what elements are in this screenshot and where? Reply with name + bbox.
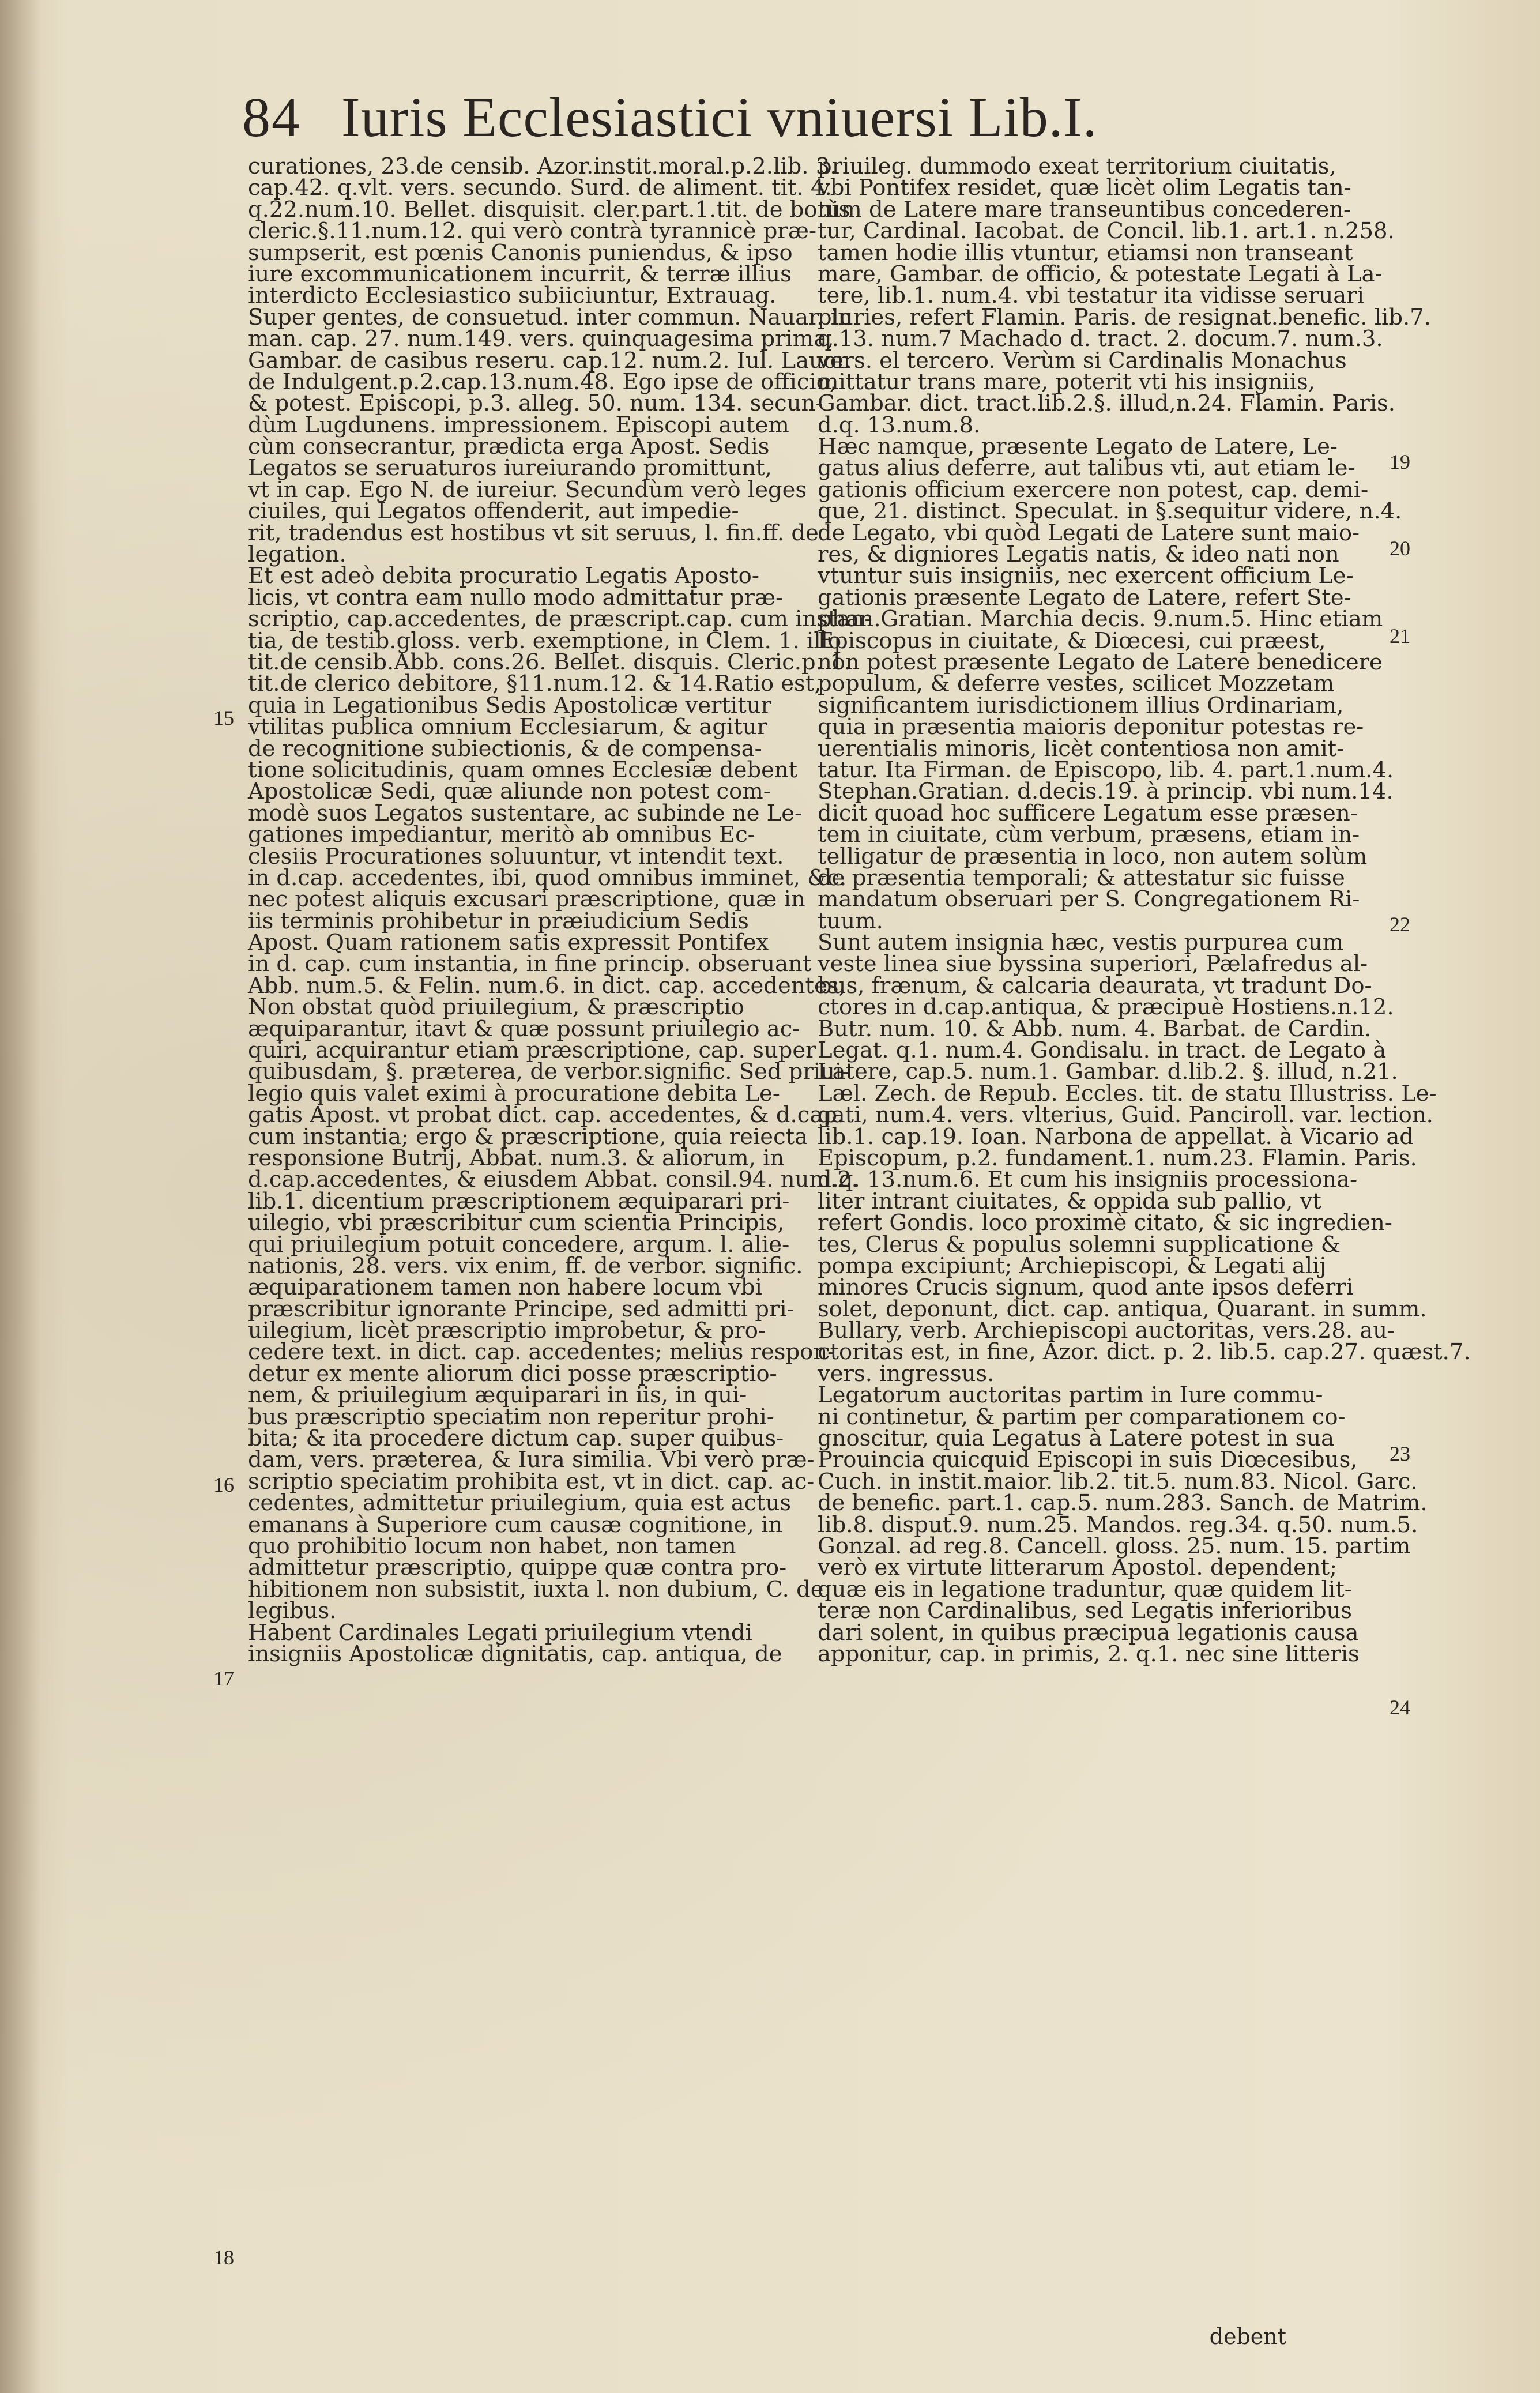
text-line: Butr. num. 10. & Abb. num. 4. Barbat. de Cardin. xyxy=(818,1015,1372,1042)
text-line: q.22.num.10. Bellet. disquisit. cler.part.1.tit. de bonis xyxy=(248,196,850,223)
text-line: Cuch. in instit.maior. lib.2. tit.5. num.83. Nicol. Garc. xyxy=(818,1468,1418,1495)
text-line: nec potest aliquis excusari præscriptione, quæ in xyxy=(248,886,805,913)
text-line: cùm consecrantur, prædicta erga Apost. Sedis xyxy=(248,434,770,460)
text-line: quæ eis in legatione traduntur, quæ quidem lit- xyxy=(818,1576,1352,1602)
text-line: vt in cap. Ego N. de iureiur. Secundùm verò leges xyxy=(248,476,807,503)
text-line: lib.8. disput.9. num.25. Mandos. reg.34. q.50. num.5. xyxy=(818,1511,1418,1538)
text-line: uerentialis minoris, licèt contentiosa non amit- xyxy=(818,735,1345,762)
text-line: populum, & deferre vestes, scilicet Mozzetam xyxy=(818,671,1335,697)
text-line: cedentes, admittetur priuilegium, quia est actus xyxy=(248,1490,792,1517)
text-line: scriptio speciatim prohibita est, vt in dict. cap. ac- xyxy=(248,1468,815,1495)
text-line: vtilitas publica omnium Ecclesiarum, & agitur xyxy=(248,714,768,740)
text-line: clesiis Procurationes soluuntur, vt intendit text. xyxy=(248,843,784,870)
text-line: tia, de testib.gloss. verb. exemptione, in Clem. 1. illo xyxy=(248,627,842,654)
page-number: 84 xyxy=(242,86,301,149)
text-line: in d. cap. cum instantia, in fine princip. obseruant xyxy=(248,951,812,977)
gutter-shadow xyxy=(0,0,40,2393)
catchword: debent xyxy=(1209,2324,1286,2349)
text-line: responsione Butrij, Abbat. num.3. & aliorum, in xyxy=(248,1145,785,1171)
text-line: nem, & priuilegium æquiparari in iis, in qui- xyxy=(248,1382,747,1409)
text-line: de præsentia temporali; & attestatur sic fuisse xyxy=(818,864,1345,891)
running-title: Iuris Ecclesiastici vniuersi Lib.I. xyxy=(341,86,1098,149)
text-line: cedere text. in dict. cap. accedentes; meliùs respon- xyxy=(248,1339,835,1365)
text-line: gationis præsente Legato de Latere, refert Ste- xyxy=(818,584,1351,611)
text-line: legation. xyxy=(248,541,347,568)
text-line: Latere, cap.5. num.1. Gambar. d.lib.2. §. illud, n.21. xyxy=(818,1059,1398,1085)
page-header xyxy=(242,75,1395,150)
marginal-number: 19 xyxy=(1390,450,1410,473)
text-line: phan.Gratian. Marchia decis. 9.num.5. Hinc etiam xyxy=(818,606,1383,633)
text-line: sumpserit, est pœnis Canonis puniendus, & ipso xyxy=(248,239,793,266)
text-line: tùm de Latere mare transeuntibus concederen- xyxy=(818,196,1351,223)
text-line: detur ex mente aliorum dici posse præscriptio- xyxy=(248,1360,777,1387)
text-line: tere, lib.1. num.4. vbi testatur ita vidisse seruari xyxy=(818,283,1364,309)
text-line: Stephan.Gratian. d.decis.19. à princip. vbi num.14. xyxy=(818,778,1394,805)
text-line: quia in præsentia maioris deponitur potestas re- xyxy=(818,714,1364,740)
text-line: gnoscitur, quia Legatus à Latere potest in sua xyxy=(818,1425,1335,1452)
text-line: tuum. xyxy=(818,908,883,934)
text-line: & potest. Episcopi, p.3. alleg. 50. num. 134. secun- xyxy=(248,390,823,417)
text-line: dari solent, in quibus præcipua legationis causa xyxy=(818,1619,1359,1646)
text-line: veste linea siue byssina superiori, Pælafredus al- xyxy=(818,951,1368,977)
text-line: gationis officium exercere non potest, cap. demi- xyxy=(818,476,1369,503)
text-line: scriptio, cap.accedentes, de præscript.cap. cum instan- xyxy=(248,606,872,633)
text-line: tione solicitudinis, quam omnes Ecclesiæ debent xyxy=(248,757,798,783)
text-line: tur, Cardinal. Iacobat. de Concil. lib.1. art.1. n.258. xyxy=(818,218,1395,244)
text-line: liter intrant ciuitates, & oppida sub pallio, vt xyxy=(818,1188,1321,1214)
text-line: iis terminis prohibetur in præiudicium Sedis xyxy=(248,908,749,934)
text-line: d.q. 13.num.8. xyxy=(818,412,981,438)
text-line: Hæc namque, præsente Legato de Latere, Le- xyxy=(818,434,1338,460)
text-line: Episcopus in ciuitate, & Diœcesi, cui præest, xyxy=(818,627,1326,654)
text-line: quo prohibitio locum non habet, non tamen xyxy=(248,1533,736,1559)
marginal-number: 15 xyxy=(213,706,234,729)
text-line: Legat. q.1. num.4. Gondisalu. in tract. de Legato à xyxy=(818,1037,1387,1064)
marginal-number: 23 xyxy=(1390,1442,1410,1465)
text-line: iure excommunicationem incurrit, & terræ illius xyxy=(248,261,792,287)
text-line: præscribitur ignorante Principe, sed admitti pri- xyxy=(248,1296,795,1322)
text-line: de Legato, vbi quòd Legati de Latere sunt maio- xyxy=(818,520,1360,546)
text-line: licis, vt contra eam nullo modo admittatur præ- xyxy=(248,584,784,611)
text-line: apponitur, cap. in primis, 2. q.1. nec sine litteris xyxy=(818,1641,1360,1667)
text-line: significantem iurisdictionem illius Ordinariam, xyxy=(818,692,1344,718)
text-line: vtuntur suis insigniis, nec exercent officium Le- xyxy=(818,563,1354,589)
text-line: ni continetur, & partim per comparationem co- xyxy=(818,1404,1346,1430)
text-line: æquiparantur, itavt & quæ possunt priuilegio ac- xyxy=(248,1015,800,1042)
text-line: gatus alius deferre, aut talibus vti, aut etiam le- xyxy=(818,455,1355,481)
text-line: cleric.§.11.num.12. qui verò contrà tyrannicè præ- xyxy=(248,218,816,244)
text-line: bus præscriptio speciatim non reperitur prohi- xyxy=(248,1404,774,1430)
text-line: nationis, 28. vers. vix enim, ff. de verbor. signific. xyxy=(248,1252,803,1279)
text-line: Gambar. dict. tract.lib.2.§. illud,n.24. Flamin. Paris. xyxy=(818,390,1396,417)
text-line: quia in Legationibus Sedis Apostolicæ vertitur xyxy=(248,692,771,718)
text-line: rit, tradendus est hostibus vt sit seruus, l. fin.ff. de xyxy=(248,520,819,546)
text-line: cap.42. q.vlt. vers. secundo. Surd. de aliment. tit. 4. xyxy=(248,175,832,201)
marginal-number: 22 xyxy=(1390,913,1410,936)
text-line: ciuiles, qui Legatos offenderit, aut impedie- xyxy=(248,498,739,525)
text-line: uilegio, vbi præscribitur cum scientia Principis, xyxy=(248,1210,785,1236)
text-line: hibitionem non subsistit, iuxta l. non dubium, C. de xyxy=(248,1576,824,1602)
text-line: quibusdam, §. præterea, de verbor.signific. Sed priui- xyxy=(248,1059,850,1085)
text-line: vers. ingressus. xyxy=(818,1360,995,1387)
text-line: Habent Cardinales Legati priuilegium vtendi xyxy=(248,1619,752,1646)
text-line: pompa excipiunt; Archiepiscopi, & Legati alij xyxy=(818,1252,1327,1279)
text-line: Bullary, verb. Archiepiscopi auctoritas, vers.28. au- xyxy=(818,1318,1395,1344)
text-line: in d.cap. accedentes, ibi, quod omnibus imminet, &c. xyxy=(248,864,847,891)
text-line: Abb. num.5. & Felin. num.6. in dict. cap. accedentes, xyxy=(248,972,846,999)
text-line: priuileg. dummodo exeat territorium ciuitatis, xyxy=(818,153,1336,179)
marginal-number: 20 xyxy=(1390,537,1410,560)
text-line: æquiparationem tamen non habere locum vbi xyxy=(248,1274,762,1301)
text-line: qui priuilegium potuit concedere, argum. l. alie- xyxy=(248,1231,790,1258)
text-line: verò ex virtute litterarum Apostol. dependent; xyxy=(818,1555,1338,1581)
marginal-number: 18 xyxy=(213,2246,234,2269)
text-line: non potest præsente Legato de Latere benedicere xyxy=(818,649,1383,675)
text-line: admittetur præscriptio, quippe quæ contra pro- xyxy=(248,1555,787,1581)
text-line: bus, frænum, & calcaria deaurata, vt tradunt Do- xyxy=(818,972,1372,999)
text-line: legio quis valet eximi à procuratione debita Le- xyxy=(248,1080,780,1107)
text-line: Gonzal. ad reg.8. Cancell. gloss. 25. num. 15. partim xyxy=(818,1533,1411,1559)
text-line: gati, num.4. vers. vlterius, Guid. Panciroll. var. lection. xyxy=(818,1102,1433,1128)
text-line: Gambar. de casibus reseru. cap.12. num.2. Iul. Lauor. xyxy=(248,347,852,374)
text-line: quiri, acquirantur etiam præscriptione, cap. super xyxy=(248,1037,816,1064)
text-line: mittatur trans mare, poterit vti his insigniis, xyxy=(818,368,1315,395)
text-line: dicit quoad hoc sufficere Legatum esse præsen- xyxy=(818,800,1358,826)
text-line: tamen hodie illis vtuntur, etiamsi non transeant xyxy=(818,239,1353,266)
text-line: telligatur de præsentia in loco, non autem solùm xyxy=(818,843,1368,870)
text-line: res, & digniores Legatis natis, & ideo nati non xyxy=(818,541,1339,568)
marginal-number: 17 xyxy=(213,1667,234,1690)
text-line: de recognitione subiectionis, & de compensa- xyxy=(248,735,762,762)
text-line: Episcopum, p.2. fundament.1. num.23. Flamin. Paris. xyxy=(818,1145,1417,1171)
text-line: tit.de clerico debitore, §11.num.12. & 14.Ratio est, xyxy=(248,671,822,697)
text-line: Prouincia quicquid Episcopi in suis Diœcesibus, xyxy=(818,1447,1358,1473)
text-line: uilegium, licèt præscriptio improbetur, & pro- xyxy=(248,1318,766,1344)
text-line: solet, deponunt, dict. cap. antiqua, Quarant. in summ. xyxy=(818,1296,1427,1322)
text-line: Non obstat quòd priuilegium, & præscriptio xyxy=(248,994,744,1021)
text-line: modè suos Legatos sustentare, ac subinde ne Le- xyxy=(248,800,803,826)
text-line: Sunt autem insignia hæc, vestis purpurea cum xyxy=(818,930,1344,956)
text-line: lib.1. dicentium præscriptionem æquiparari pri- xyxy=(248,1188,790,1214)
text-line: vers. el tercero. Verùm si Cardinalis Monachus xyxy=(818,347,1347,374)
text-line: refert Gondis. loco proximè citato, & sic ingredien- xyxy=(818,1210,1392,1236)
text-line: Legatorum auctoritas partim in Iure commu- xyxy=(818,1382,1323,1409)
text-line: interdicto Ecclesiastico subiiciuntur, Extrauag. xyxy=(248,283,777,309)
text-line: de benefic. part.1. cap.5. num.283. Sanch. de Matrim. xyxy=(818,1490,1428,1517)
marginal-number: 16 xyxy=(213,1473,234,1496)
text-line: de Indulgent.p.2.cap.13.num.48. Ego ipse de officio, xyxy=(248,368,837,395)
text-line: tem in ciuitate, cùm verbum, præsens, etiam in- xyxy=(818,822,1360,848)
text-line: tes, Clerus & populus solemni supplicatione & xyxy=(818,1231,1341,1258)
text-line: que, 21. distinct. Speculat. in §.sequitur videre, n.4. xyxy=(818,498,1402,525)
text-line: Apostolicæ Sedi, quæ aliunde non potest com- xyxy=(248,778,771,805)
text-line: mandatum obseruari per S. Congregationem Ri- xyxy=(818,886,1360,913)
text-line: pluries, refert Flamin. Paris. de resignat.benefic. lib.7. xyxy=(818,304,1431,330)
text-line: emanans à Superiore cum causæ cognitione, in xyxy=(248,1511,783,1538)
text-line: Apost. Quam rationem satis expressit Pontifex xyxy=(248,930,769,956)
text-line: q.13. num.7 Machado d. tract. 2. docum.7. num.3. xyxy=(818,326,1383,352)
text-line: teræ non Cardinalibus, sed Legatis inferioribus xyxy=(818,1598,1353,1624)
text-line: insigniis Apostolicæ dignitatis, cap. antiqua, de xyxy=(248,1641,782,1667)
text-line: dùm Lugdunens. impressionem. Episcopi autem xyxy=(248,412,789,438)
text-line: man. cap. 27. num.149. vers. quinquagesima prima, xyxy=(248,326,834,352)
text-line: curationes, 23.de censib. Azor.instit.moral.p.2.lib. 3. xyxy=(248,153,837,179)
text-line: cum instantia; ergo & præscriptione, quia reiecta xyxy=(248,1123,808,1150)
text-line: Legatos se seruaturos iureiurando promittunt, xyxy=(248,455,772,481)
marginal-number: 21 xyxy=(1390,624,1410,648)
text-line: d.cap.accedentes, & eiusdem Abbat. consil.94. num.2. xyxy=(248,1167,859,1193)
text-line: mare, Gambar. de officio, & potestate Legati à La- xyxy=(818,261,1383,287)
text-line: tatur. Ita Firman. de Episcopo, lib. 4. part.1.num.4. xyxy=(818,757,1394,783)
text-line: dam, vers. præterea, & Iura similia. Vbi verò præ- xyxy=(248,1447,815,1473)
marginal-number: 24 xyxy=(1390,1696,1410,1719)
text-line: Super gentes, de consuetud. inter commun. Nauar. in xyxy=(248,304,852,330)
text-line: Læl. Zech. de Repub. Eccles. tit. de statu Illustriss. Le- xyxy=(818,1080,1437,1107)
text-line: vbi Pontifex residet, quæ licèt olim Legatis tan- xyxy=(818,175,1351,201)
text-line: ctoritas est, in fine, Azor. dict. p. 2. lib.5. cap.27. quæst.7. xyxy=(818,1339,1471,1365)
text-line: d.q. 13.num.6. Et cum his insigniis processiona- xyxy=(818,1167,1358,1193)
text-line: minores Crucis signum, quod ante ipsos deferri xyxy=(818,1274,1354,1301)
text-line: gationes impediantur, meritò ab omnibus Ec- xyxy=(248,822,755,848)
text-line: lib.1. cap.19. Ioan. Narbona de appellat. à Vicario ad xyxy=(818,1123,1414,1150)
text-line: bita; & ita procedere dictum cap. super quibus- xyxy=(248,1425,784,1452)
text-line: ctores in d.cap.antiqua, & præcipuè Hostiens.n.12. xyxy=(818,994,1394,1021)
text-line: gatis Apost. vt probat dict. cap. accedentes, & d.cap. xyxy=(248,1102,845,1128)
text-line: tit.de censib.Abb. cons.26. Bellet. disquis. Cleric.p. 1. xyxy=(248,649,851,675)
text-line: legibus. xyxy=(248,1598,337,1624)
text-line: Et est adeò debita procuratio Legatis Aposto- xyxy=(248,563,759,589)
